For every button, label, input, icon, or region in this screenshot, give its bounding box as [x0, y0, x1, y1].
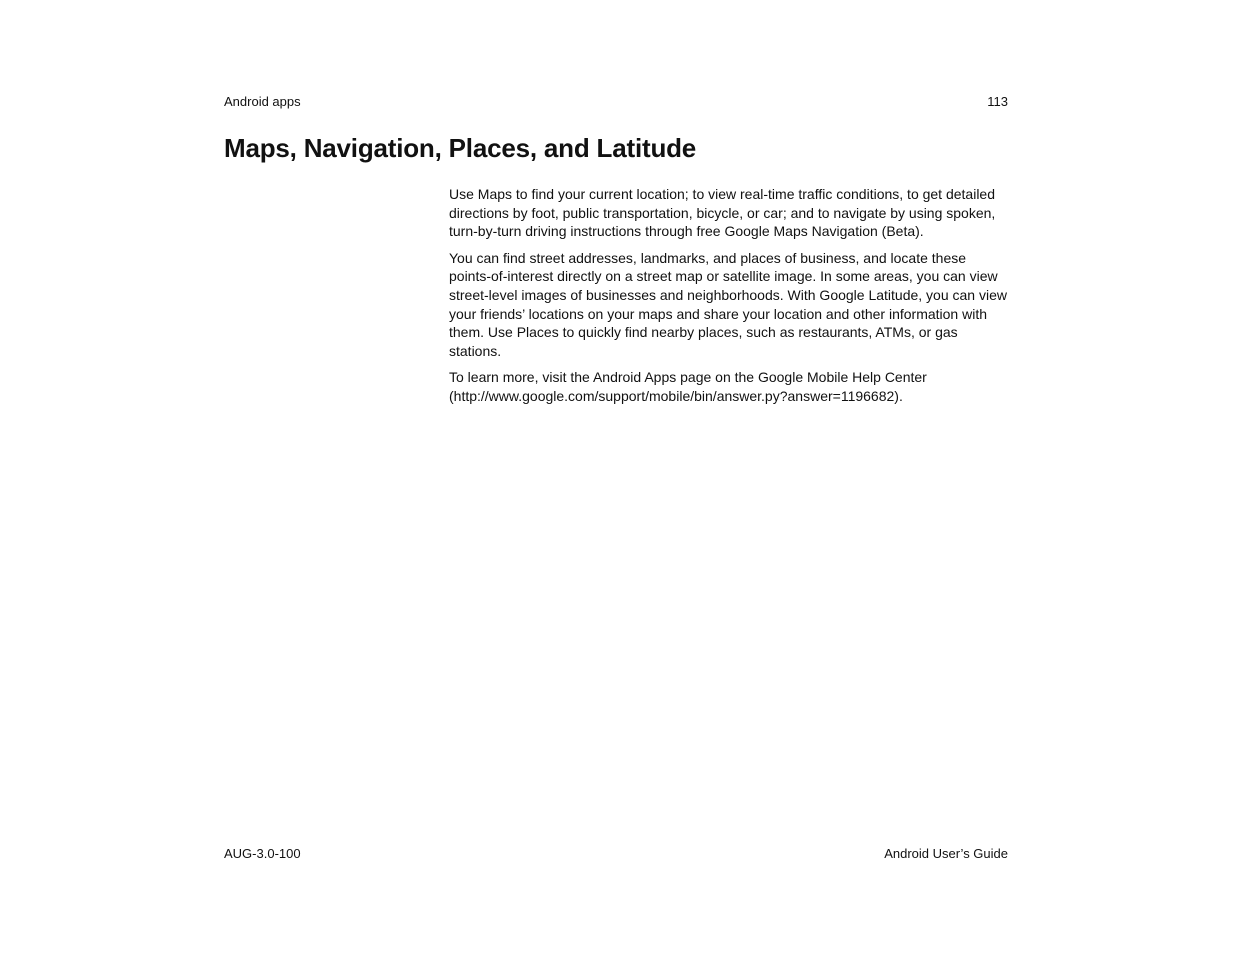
- page-number: 113: [987, 94, 1008, 109]
- paragraph-features: You can find street addresses, landmarks, and places of business, and locate these points-of-interest directly on a street map or satellite image. In some areas, you can view street-level images of businesses and neighborhoods. With Google Latitude, you can view your friends’ locations on your maps and share your location and other information with them. Use Places to quickly find nearby places, such as restaurants, ATMs, or gas stations.: [449, 249, 1007, 359]
- running-header-section: Android apps: [224, 94, 301, 109]
- body-text: [449, 185, 1009, 414]
- footer-doc-id: AUG-3.0-100: [224, 846, 301, 861]
- footer-guide-title: Android User’s Guide: [884, 846, 1008, 861]
- paragraph-intro: Use Maps to find your current location; to view real-time traffic conditions, to get detailed directions by foot, public transportation, bicycle, or car; and to navigate by using spoken, turn-by-turn driving instructions through free Google Maps Navigation (Beta).: [449, 186, 996, 240]
- page-title: Maps, Navigation, Places, and Latitude: [224, 133, 697, 163]
- paragraph-learn-more: To learn more, visit the Android Apps page on the Google Mobile Help Center (http://www.google.com/support/mobile/bin/answer.py?answer=1196682).: [449, 369, 927, 404]
